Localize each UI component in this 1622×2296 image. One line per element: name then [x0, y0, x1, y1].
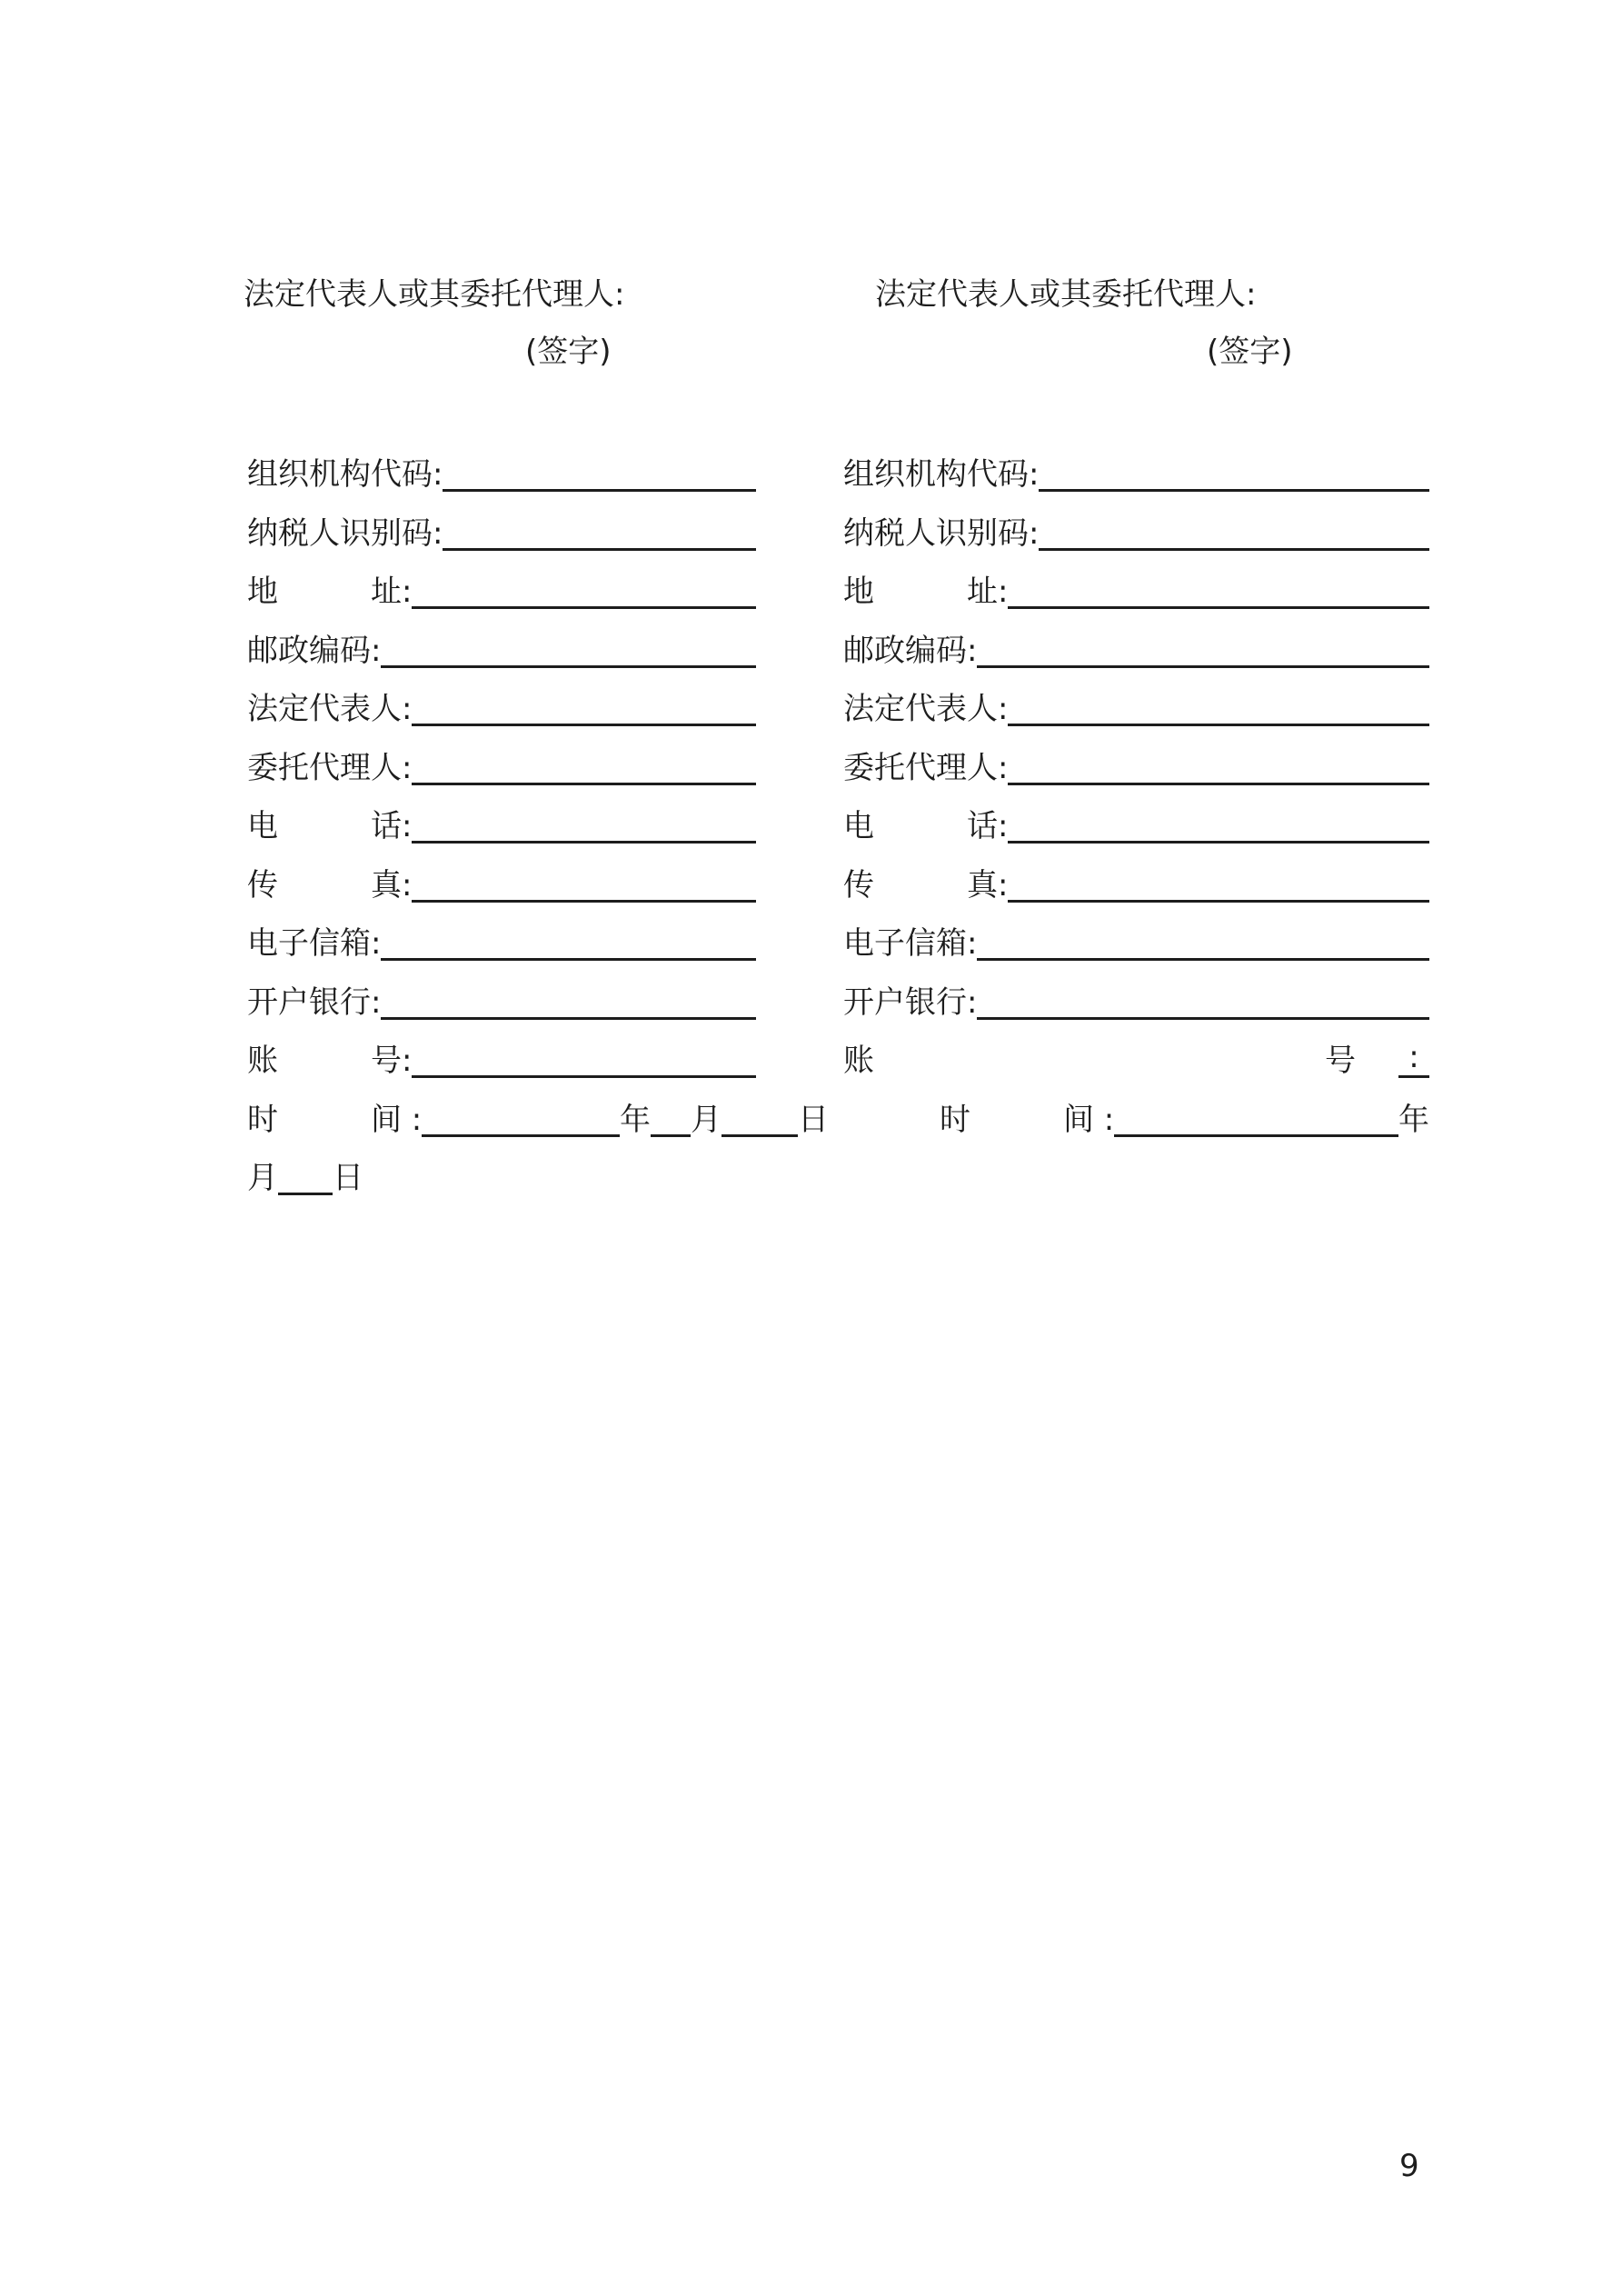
- blank-line: [1008, 841, 1429, 844]
- right-signature-label: (签字): [1207, 334, 1293, 370]
- field-label: 地 址:: [843, 574, 1009, 610]
- field-row-left-email: [247, 923, 756, 964]
- field-label-char: 账: [843, 1043, 874, 1079]
- blank-line: [1039, 548, 1429, 551]
- blank-line: [278, 1193, 333, 1195]
- field-row-left-fax: [247, 864, 756, 906]
- blank-line: [1008, 724, 1429, 726]
- blank-line: [651, 1134, 691, 1137]
- blank-line: [443, 548, 756, 551]
- blank-line: [1008, 900, 1429, 903]
- field-label: 组织机构代码:: [247, 456, 443, 493]
- day-label: 日: [798, 1102, 829, 1138]
- field-row-date-wrap: [247, 1157, 365, 1199]
- field-label: 电子信箱:: [247, 925, 382, 962]
- field-row-right-postal-code: [843, 630, 1429, 672]
- page-number: 9: [1399, 2148, 1419, 2184]
- field-label: 账 号:: [247, 1043, 413, 1079]
- year-label: 年: [1398, 1102, 1429, 1138]
- field-label: 法定代表人:: [843, 691, 1009, 727]
- field-label: 委托代理人:: [247, 750, 413, 786]
- field-row-left-org-code: [247, 454, 756, 495]
- field-row-left-authorized-agent: [247, 747, 756, 789]
- colon-blank: :: [1398, 1039, 1429, 1078]
- field-row-left-bank: [247, 982, 756, 1023]
- month-label: 月: [247, 1160, 278, 1196]
- field-row-left-date: [247, 1099, 829, 1141]
- field-row-right-fax: [843, 864, 1429, 906]
- field-row-left-address: [247, 571, 756, 613]
- right-signer-title: 法定代表人或其委托代理人:: [875, 276, 1257, 313]
- field-label: 时 间 :: [940, 1102, 1115, 1138]
- blank-line: [443, 489, 756, 492]
- blank-line: [1008, 783, 1429, 785]
- field-row-left-postal-code: [247, 630, 756, 672]
- field-label: 纳税人识别码:: [247, 515, 443, 552]
- blank-line: [422, 1134, 620, 1137]
- blank-line: [977, 665, 1429, 668]
- field-row-left-phone: [247, 805, 756, 847]
- field-row-right-taxpayer-id: [843, 513, 1429, 554]
- field-row-right-address: [843, 571, 1429, 613]
- field-label: 地 址:: [247, 574, 413, 610]
- field-label: 传 真:: [843, 867, 1009, 903]
- field-label: 传 真:: [247, 867, 413, 903]
- field-label: 开户银行:: [247, 984, 382, 1021]
- field-row-right-email: [843, 923, 1429, 964]
- field-row-right-account: [843, 1040, 1429, 1082]
- blank-line: [412, 841, 756, 844]
- field-row-right-org-code: [843, 454, 1429, 495]
- blank-line: [381, 1017, 756, 1020]
- field-row-left-legal-rep: [247, 688, 756, 730]
- field-label: 纳税人识别码:: [843, 515, 1040, 552]
- blank-line: [412, 900, 756, 903]
- blank-line: [977, 1017, 1429, 1020]
- year-label: 年: [620, 1102, 651, 1138]
- field-label: 电 话:: [843, 808, 1009, 844]
- blank-line: [977, 958, 1429, 961]
- blank-line: [1039, 489, 1429, 492]
- field-label: 开户银行:: [843, 984, 978, 1021]
- field-label: 委托代理人:: [843, 750, 1009, 786]
- left-signer-title: 法定代表人或其委托代理人:: [244, 276, 625, 313]
- blank-line: [381, 958, 756, 961]
- day-label: 日: [333, 1160, 363, 1196]
- field-label: 时 间 :: [247, 1102, 423, 1138]
- field-row-left-account: [247, 1040, 756, 1082]
- field-row-right-authorized-agent: [843, 747, 1429, 789]
- blank-line: [412, 724, 756, 726]
- blank-line: [412, 783, 756, 785]
- blank-line: [1008, 606, 1429, 609]
- field-row-right-legal-rep: [843, 688, 1429, 730]
- blank-line: [412, 606, 756, 609]
- field-row-right-date: [843, 1099, 1429, 1141]
- left-signature-label: (签字): [525, 334, 612, 370]
- blank-line: [381, 665, 756, 668]
- blank-line: [412, 1075, 756, 1078]
- month-label: 月: [691, 1102, 721, 1138]
- field-row-right-bank: [843, 982, 1429, 1023]
- blank-line: [1114, 1134, 1398, 1137]
- field-label: 电 话:: [247, 808, 413, 844]
- field-label: 邮政编码:: [843, 633, 978, 669]
- blank-line: [721, 1134, 798, 1137]
- field-label: 电子信箱:: [843, 925, 978, 962]
- field-label: 邮政编码:: [247, 633, 382, 669]
- field-row-right-phone: [843, 805, 1429, 847]
- field-label: 组织机构代码:: [843, 456, 1040, 493]
- field-label: 法定代表人:: [247, 691, 413, 727]
- field-label-char: 号: [1325, 1043, 1356, 1079]
- field-row-left-taxpayer-id: [247, 513, 756, 554]
